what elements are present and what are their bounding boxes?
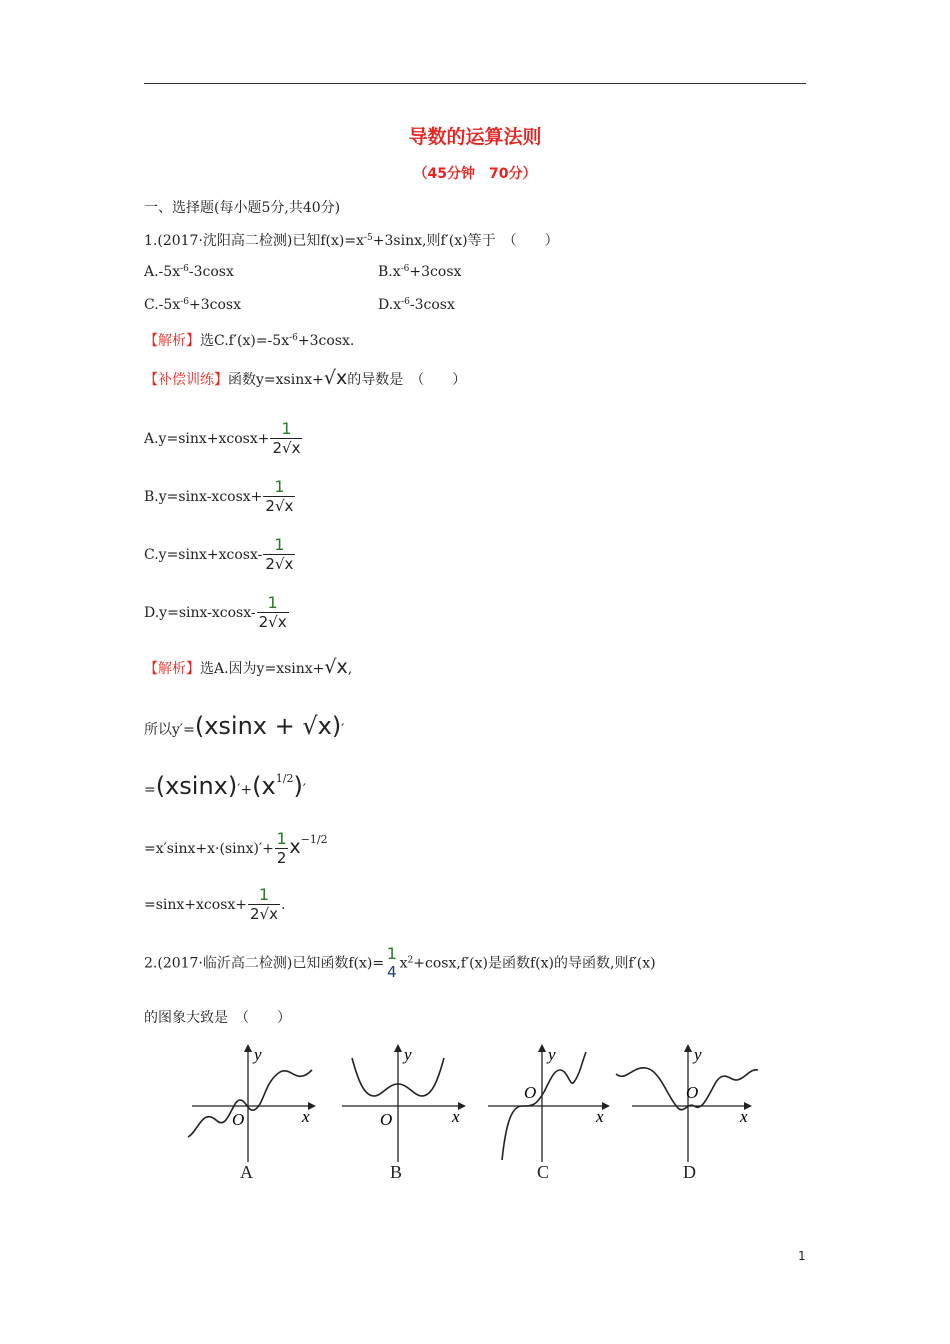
- graph-option-d[interactable]: [612, 1040, 762, 1165]
- derivation-step-4: =sinx+xcosx+ $\frac{1}{2√x}$ .: [144, 885, 286, 923]
- graph-c-y-label: y: [548, 1045, 556, 1064]
- q1-option-d[interactable]: $D.x^{-6}-3\cos x$: [378, 297, 455, 313]
- graph-b-x-label: x: [452, 1107, 460, 1126]
- graph-label-c: C: [537, 1162, 550, 1182]
- graph-label-a: A: [240, 1162, 253, 1182]
- page-number: 1: [798, 1249, 806, 1263]
- supplement-analysis: 【解析】选A.因为y=xsinx+√x,: [144, 656, 353, 678]
- supplement-option-c[interactable]: C.y=sinx+xcosx- $\frac{1}{2√x}$: [144, 535, 294, 573]
- graph-option-a[interactable]: [184, 1040, 320, 1165]
- graph-option-c[interactable]: [484, 1040, 620, 1165]
- supplement-option-d[interactable]: D.y=sinx-xcosx- $\frac{1}{2√x}$: [144, 593, 287, 631]
- derivation-step-2: $=(xsinx)'+(x^{1/2})'$: [144, 772, 307, 800]
- graph-c-x-label: x: [596, 1107, 604, 1126]
- graph-d-origin: O: [686, 1083, 699, 1102]
- graph-c-origin: O: [524, 1083, 537, 1102]
- graph-a-x-label: x: [302, 1107, 310, 1126]
- supplement-option-b[interactable]: B.y=sinx-xcosx+ $\frac{1}{2√x}$: [144, 477, 294, 515]
- derivation-step-3: =x′sinx+x·(sinx)′+ $\frac{1}{2}$ $x^{-1/2}$: [144, 829, 328, 867]
- supplement-stem: 【补偿训练】函数y=xsinx+√x的导数是 （ ）: [144, 367, 467, 389]
- q1-option-c[interactable]: $C.-5x^{-6}+3\cos x$: [144, 297, 241, 313]
- q1-option-a[interactable]: $A.-5x^{-6}-3\cos x$: [144, 264, 234, 280]
- graph-option-b[interactable]: [338, 1040, 474, 1165]
- derivation-step-1: 所以y′=(xsinx + √x)′: [144, 712, 345, 740]
- question-1-stem: 1.(2017·沈阳高二检测)已知$f(x)=x^{-5}+3\sin x$,则f′(x)等于 （ ）: [144, 233, 559, 249]
- graph-b-origin: O: [380, 1110, 393, 1129]
- top-rule: [144, 83, 806, 84]
- graph-a-y-label: y: [254, 1045, 262, 1064]
- graph-d-x-label: x: [740, 1107, 748, 1126]
- question-2-stem: 2.(2017·临沂高二检测)已知函数f(x)= 1 4 $x^2+\cos x,f'(x)$是函数f(x)的导函数,则f′(x): [144, 944, 656, 981]
- graph-a-origin: O: [232, 1110, 245, 1129]
- question-2-stem-line2: 的图象大致是 （ ）: [144, 1010, 291, 1026]
- q1-analysis: 【解析】选$C.f'(x)=-5x^{-6}+3\cos x$.: [144, 333, 355, 349]
- supplement-option-a[interactable]: A.y=sinx+xcosx+ $\frac{1}{2√x}$: [144, 419, 301, 457]
- graph-label-b: B: [390, 1162, 403, 1182]
- graph-d-y-label: y: [694, 1045, 702, 1064]
- q1-option-b[interactable]: $B.x^{-6}+3\cos x$: [378, 264, 462, 280]
- section-heading: 一、选择题(每小题5分,共40分): [144, 200, 341, 216]
- graph-label-d: D: [683, 1162, 696, 1182]
- page-title: 导数的运算法则: [408, 126, 542, 148]
- page-subtitle: （45分钟 70分）: [413, 166, 537, 182]
- graph-b-y-label: y: [404, 1045, 412, 1064]
